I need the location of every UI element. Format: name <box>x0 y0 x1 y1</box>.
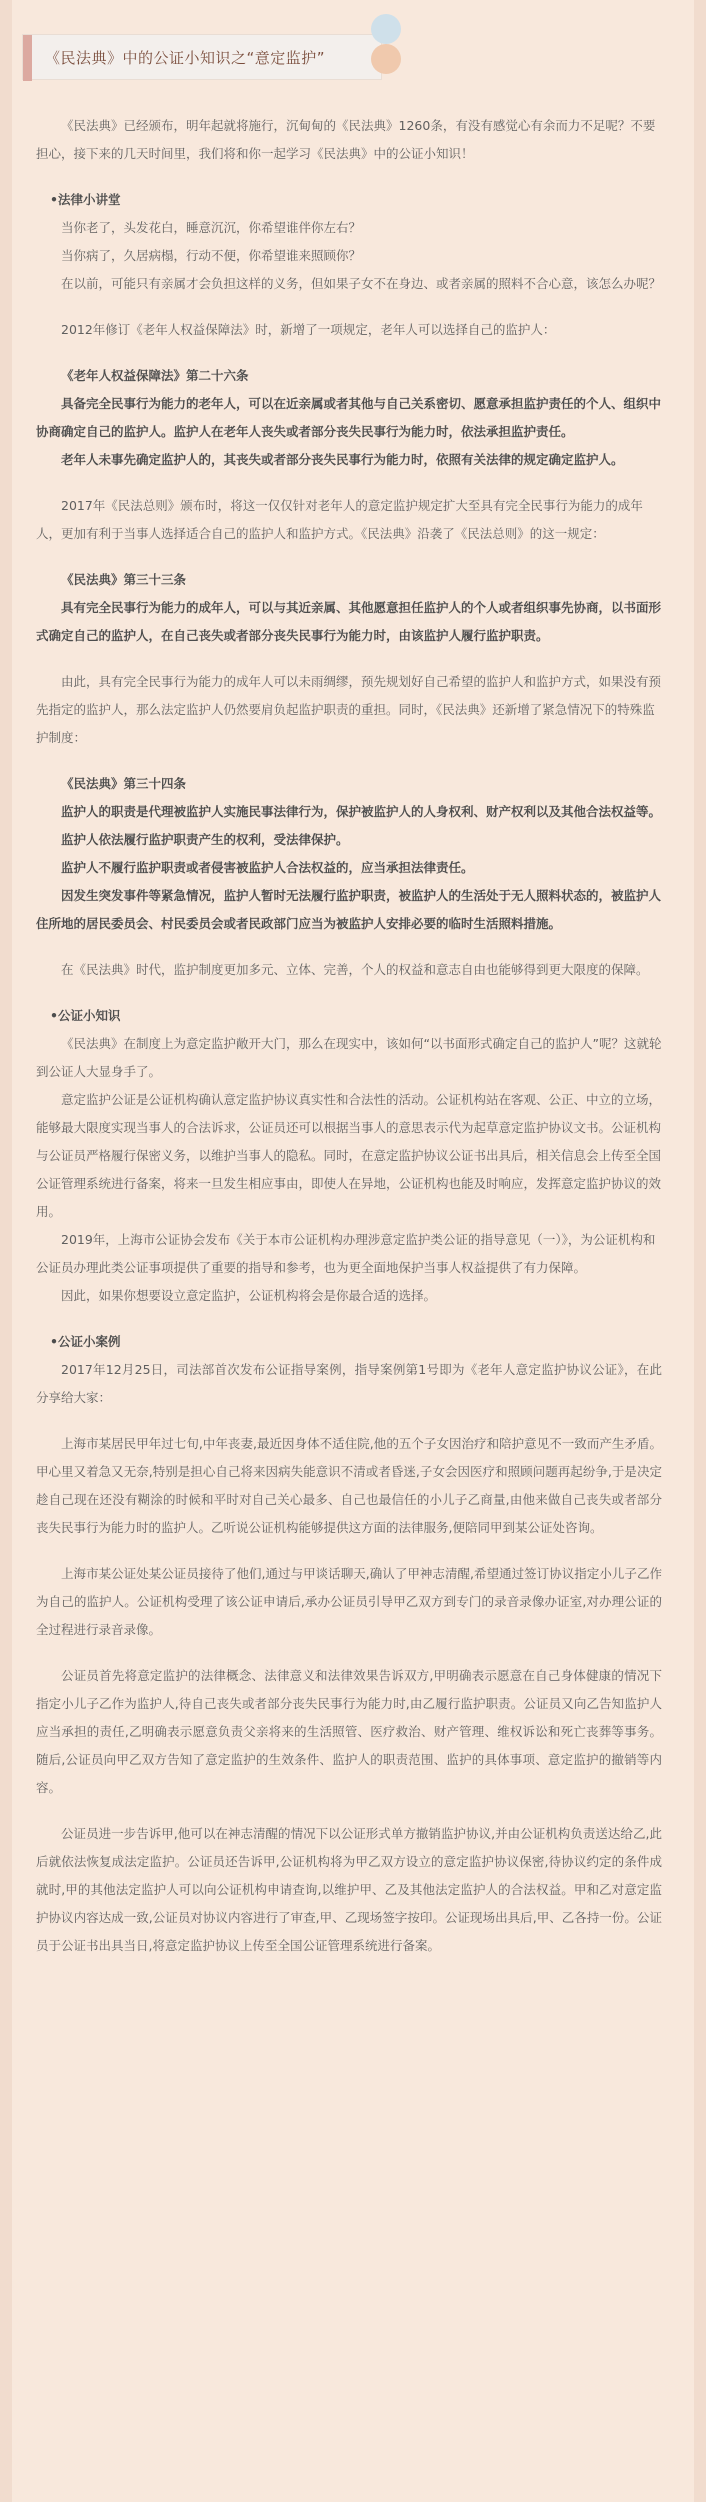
intro-paragraph: 《民法典》已经颁布，明年起就将施行，沉甸甸的《民法典》1260条，有没有感觉心有余而力不足呢？不要担心，接下来的几天时间里，我们将和你一起学习《民法典》中的公证小知识！ <box>36 118 656 161</box>
law-text: 具有完全民事行为能力的成年人，可以与其近亲属、其他愿意担任监护人的个人或者组织事先协商，以书面形式确定自己的监护人，在自己丧失或者部分丧失民事行为能力时，由该监护人履行监护职责。 <box>36 600 662 643</box>
law-heading: 《民法典》第三十四条 <box>61 776 187 791</box>
paragraph-reason: 由此，具有完全民事行为能力的成年人可以未雨绸缪，预先规划好自己希望的监护人和监护方式，如果没有预先指定的监护人，那么法定监护人仍然要肩负起监护职责的重担。同时，《民法典》还新增了紧急情况下的特殊监护制度： <box>36 674 662 745</box>
law-text: 具备完全民事行为能力的老年人，可以在近亲属或者其他与自己关系密切、愿意承担监护责任的个人、组织中协商确定自己的监护人。监护人在老年人丧失或者部分丧失民事行为能力时，依法承担监护责任。 <box>36 396 662 439</box>
law-text: 因发生突发事件等紧急情况，监护人暂时无法履行监护职责，被监护人的生活处于无人照料状态的，被监护人住所地的居民委员会、村民委员会或者民政部门应当为被监护人安排必要的临时生活照料措施。 <box>36 888 662 931</box>
law-civil-code-article-33 <box>36 566 662 650</box>
paragraph-era: 在《民法典》时代，监护制度更加多元、立体、完善，个人的权益和意志自由也能够得到更大限度的保障。 <box>61 962 649 977</box>
notary-case-line: 公证员进一步告诉甲,他可以在神志清醒的情况下以公证形式单方撤销监护协议,并由公证机构负责送达给乙,此后就依法恢复成法定监护。公证员还告诉甲,公证机构将为甲乙双方设立的意定监护协议保密,待协议约定的条件成就时,甲的其他法定监护人可以向公证机构申请查询,以维护甲、乙及其他法定监护人的合法权益。甲和乙对意定监护协议内容达成一致,公证员对协议内容进行了审查,甲、乙现场签字按印。公证现场出具后,甲、乙各持一份。公证员于公证书出具当日,将意定监护协议上传至全国公证管理系统进行备案。 <box>36 1826 662 1953</box>
notary-case-line: 上海市某公证处某公证员接待了他们,通过与甲谈话聊天,确认了甲神志清醒,希望通过签订协议指定小儿子乙作为自己的监护人。公证机构受理了该公证申请后,承办公证员引导甲乙双方到专门的录音录像办证室,对办理公证的全过程进行录音录像。 <box>36 1566 662 1637</box>
law-text: 老年人未事先确定监护人的，其丧失或者部分丧失民事行为能力时，依照有关法律的规定确定监护人。 <box>61 452 624 467</box>
law-text: 监护人依法履行监护职责产生的权利，受法律保护。 <box>61 832 349 847</box>
notary-knowledge-heading: •公证小知识 <box>50 1008 121 1023</box>
law-civil-code-article-34 <box>36 770 662 938</box>
left-border-strip <box>0 0 12 2502</box>
title-accent-bar <box>23 35 32 81</box>
title-banner <box>22 34 382 80</box>
page-title: 《民法典》中的公证小知识之“意定监护” <box>45 49 326 67</box>
legal-lecture-section <box>36 186 662 298</box>
legal-lecture-line: 当你老了，头发花白，睡意沉沉，你希望谁伴你左右？ <box>61 220 362 235</box>
law-heading: 《老年人权益保障法》第二十六条 <box>61 368 249 383</box>
legal-lecture-line: 在以前，可能只有亲属才会负担这样的义务，但如果子女不在身边、或者亲属的照料不合心意，该怎么办呢？ <box>61 276 662 291</box>
notary-case-line: 公证员首先将意定监护的法律概念、法律意义和法律效果告诉双方,甲明确表示愿意在自己身体健康的情况下指定小儿子乙作为监护人,待自己丧失或者部分丧失民事行为能力时,由乙履行监护职责。公证员又向乙告知监护人应当承担的责任,乙明确表示愿意负责父亲将来的生活照管、医疗救治、财产管理、维权诉讼和死亡丧葬等事务。随后,公证员向甲乙双方告知了意定监护的生效条件、监护人的职责范围、监护的具体事项、意定监护的撤销等内容。 <box>36 1668 662 1795</box>
right-border-strip <box>694 0 706 2502</box>
paragraph-2017: 2017年《民法总则》颁布时，将这一仅仅针对老年人的意定监护规定扩大至具有完全民事行为能力的成年人，更加有利于当事人选择适合自己的监护人和监护方式。《民法典》沿袭了《民法总则》的这一规定： <box>36 498 643 541</box>
notary-case-line: 2017年12月25日，司法部首次发布公证指导案例，指导案例第1号即为《老年人意定监护协议公证》，在此分享给大家： <box>36 1362 662 1405</box>
law-elderly-article-26 <box>36 362 662 474</box>
notary-case-line: 上海市某居民甲年过七旬,中年丧妻,最近因身体不适住院,他的五个子女因治疗和陪护意见不一致而产生矛盾。甲心里又着急又无奈,特别是担心自己将来因病失能意识不清或者昏迷,子女会因医疗和照顾问题再起纷争,于是决定趁自己现在还没有糊涂的时候和平时对自己关心最多、自己也最信任的小儿子乙商量,由他来做自己丧失或者部分丧失民事行为能力时的监护人。乙听说公证机构能够提供这方面的法律服务,便陪同甲到某公证处咨询。 <box>36 1436 662 1535</box>
article-body <box>36 112 662 1960</box>
law-heading: 《民法典》第三十三条 <box>61 572 187 587</box>
legal-lecture-line: 当你病了，久居病榻，行动不便，你希望谁来照顾你？ <box>61 248 362 263</box>
notary-case-section <box>36 1328 662 1960</box>
notary-knowledge-line: 意定监护公证是公证机构确认意定监护协议真实性和合法性的活动。公证机构站在客观、公正、中立的立场，能够最大限度实现当事人的合法诉求，公证员还可以根据当事人的意思表示代为起草意定监护协议文书。公证机构与公证员严格履行保密义务，以维护当事人的隐私。同时，在意定监护协议公证书出具后，相关信息会上传至全国公证管理系统进行备案，将来一旦发生相应事由，即使人在异地，公证机构也能及时响应，发挥意定监护协议的效用。 <box>36 1092 662 1219</box>
decorative-circle-blue <box>371 14 401 44</box>
legal-lecture-heading: •法律小讲堂 <box>50 192 121 207</box>
notary-knowledge-line: 因此，如果你想要设立意定监护，公证机构将会是你最合适的选择。 <box>61 1288 437 1303</box>
notary-case-heading: •公证小案例 <box>50 1334 121 1349</box>
paragraph-2012: 2012年修订《老年人权益保障法》时，新增了一项规定，老年人可以选择自己的监护人： <box>61 322 556 337</box>
notary-knowledge-line: 2019年，上海市公证协会发布《关于本市公证机构办理涉意定监护类公证的指导意见（一）》，为公证机构和公证员办理此类公证事项提供了重要的指导和参考，也为更全面地保护当事人权益提供了有力保障。 <box>36 1232 656 1275</box>
notary-knowledge-line: 《民法典》在制度上为意定监护敞开大门，那么在现实中，该如何“以书面形式确定自己的监护人”呢？这就轮到公证人大显身手了。 <box>36 1036 662 1079</box>
law-text: 监护人不履行监护职责或者侵害被监护人合法权益的，应当承担法律责任。 <box>61 860 474 875</box>
law-text: 监护人的职责是代理被监护人实施民事法律行为，保护被监护人的人身权利、财产权利以及其他合法权益等。 <box>61 804 662 819</box>
notary-knowledge-section <box>36 1002 662 1310</box>
decorative-circle-peach <box>371 44 401 74</box>
